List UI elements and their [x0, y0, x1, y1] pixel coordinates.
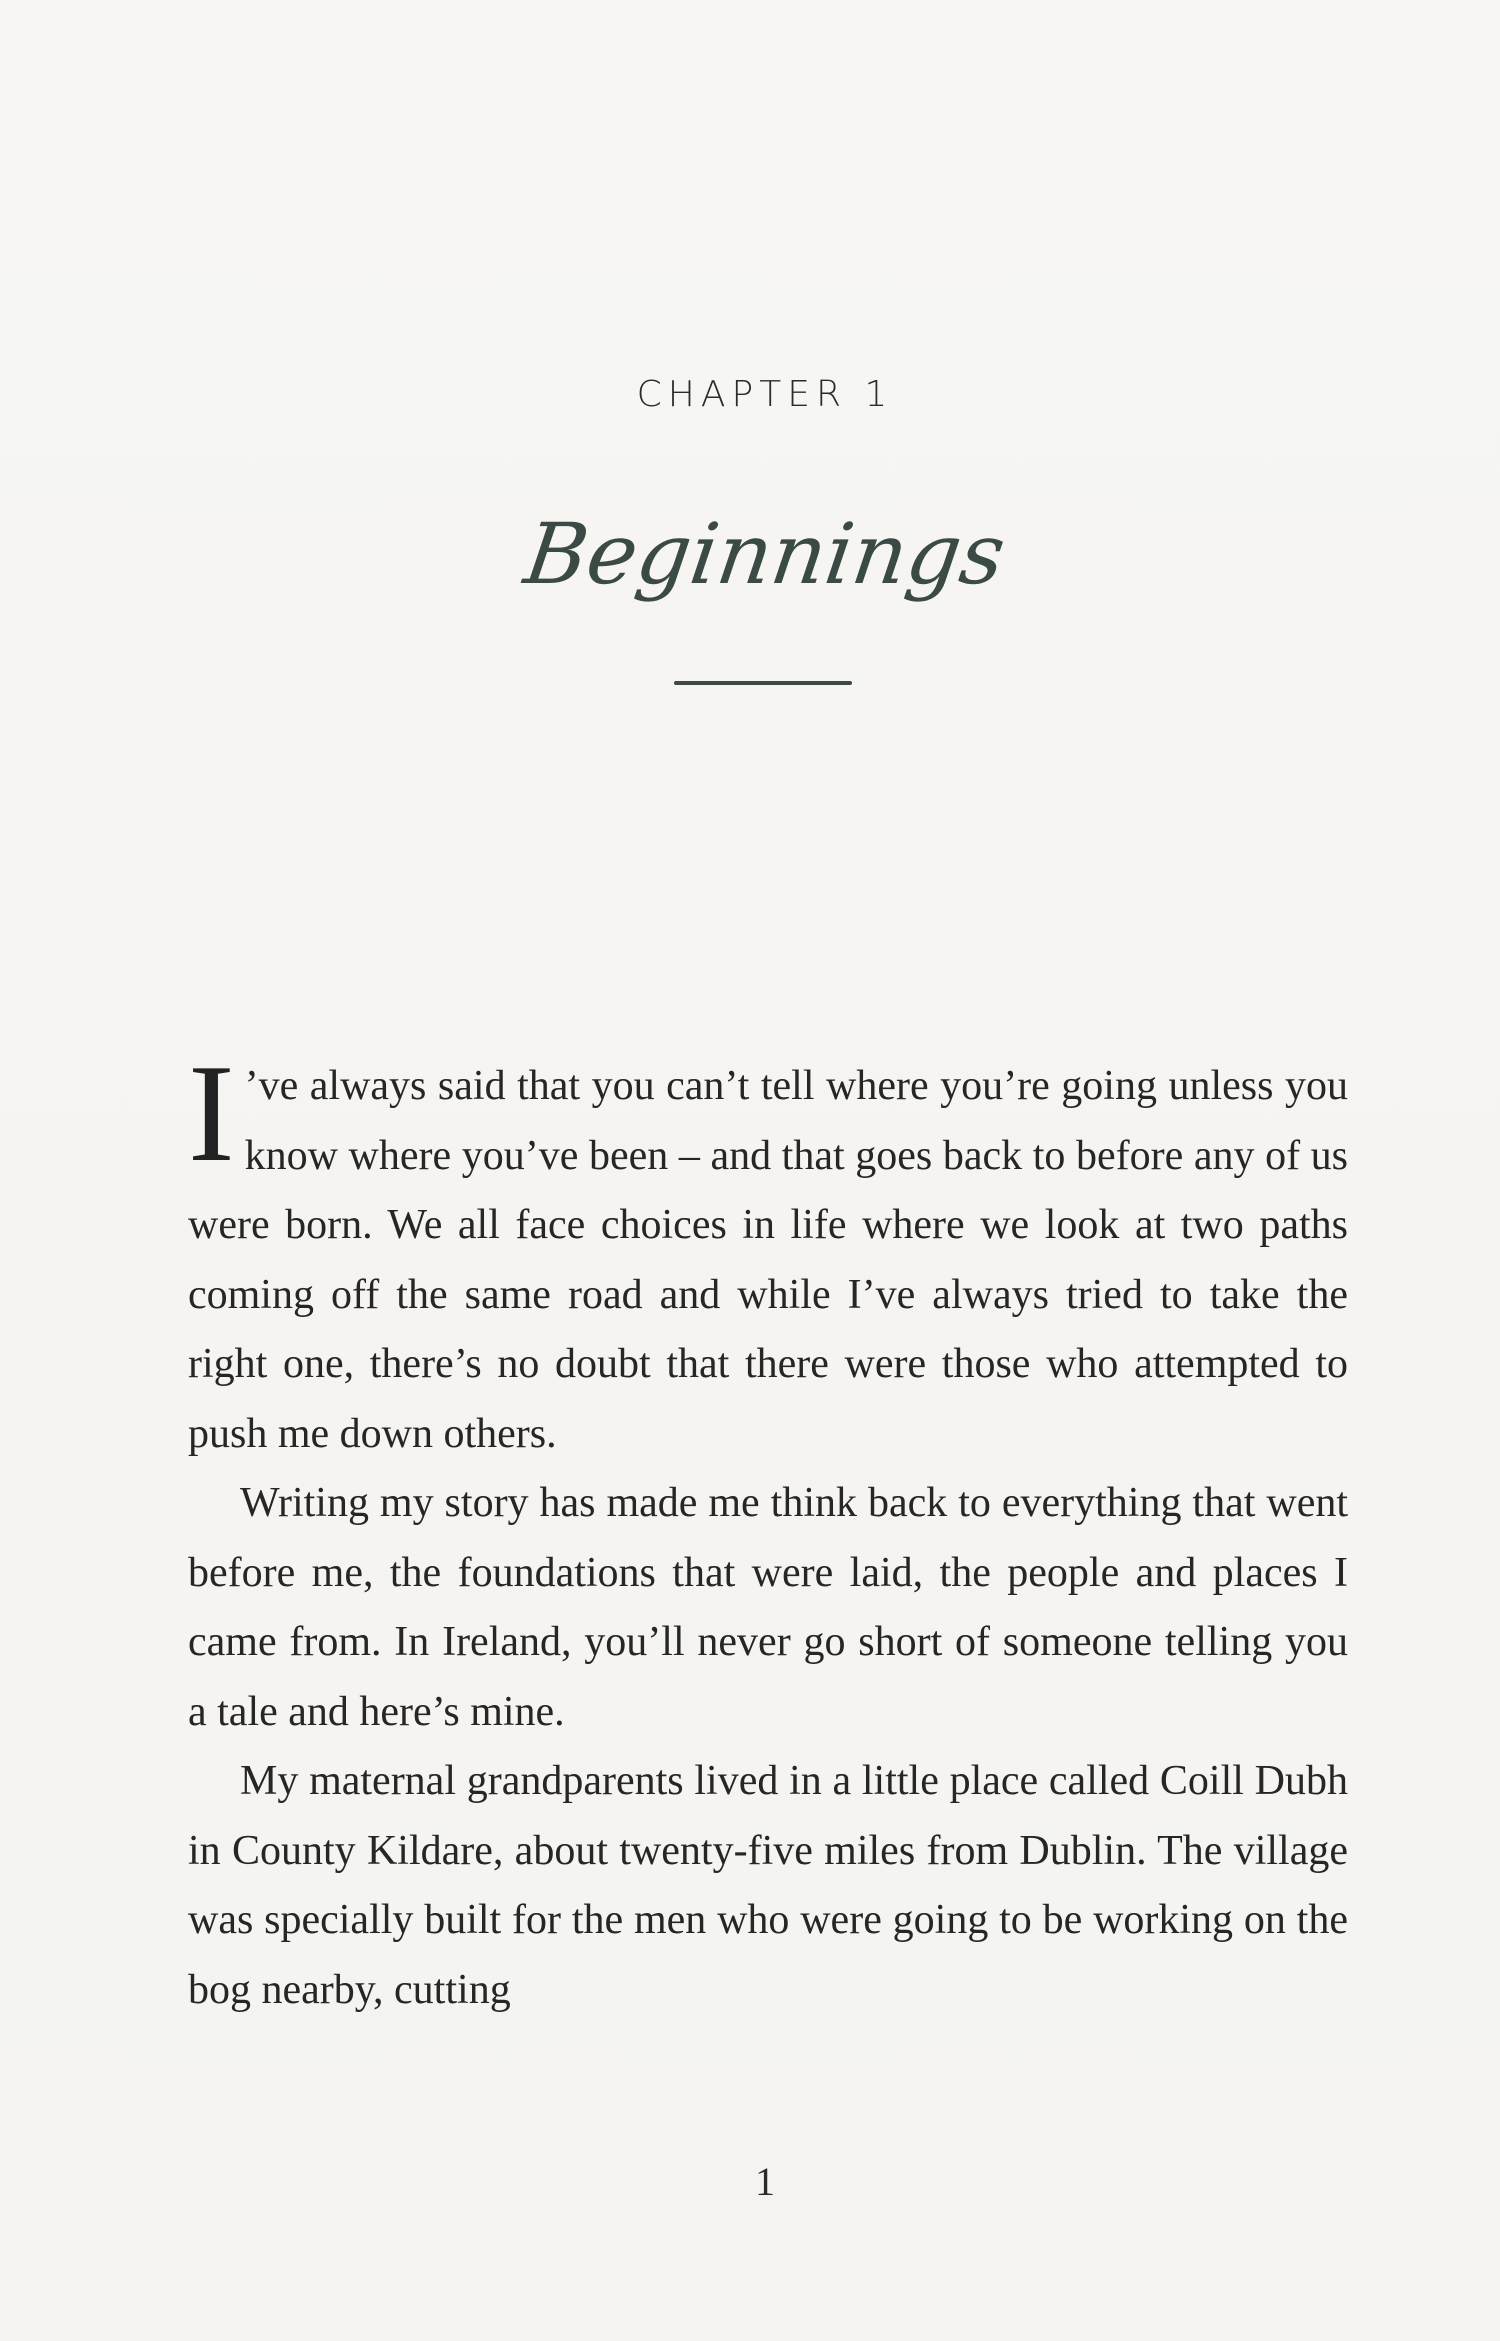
paragraph-1	[188, 1036, 1348, 1469]
paragraph-2: Writing my story has made me think back to everything that went before me, the foundations that were laid, the people and places I came from. In Ireland, you’ll never go short of someone telling you a tale and here’s mine.	[188, 1480, 1348, 1735]
chapter-title: Beginnings	[519, 505, 1011, 603]
paragraph-3: My maternal grandparents lived in a little place called Coill Dubh in County Kildare, about twenty-five miles from Dublin. The village was specially built for the men who were going to be working on the bog nearby, cutting	[188, 1758, 1348, 2013]
page-number: 1	[755, 2159, 775, 2204]
chapter-label: CHAPTER 1	[636, 374, 894, 415]
chapter-body	[188, 1036, 1348, 2025]
title-underline	[674, 681, 852, 685]
paragraph-1-text: ’ve always said that you can’t tell where you’re going unless you know where you’ve been – and that goes back to before any of us were born. We all face choices in life where we look at two paths coming off the same road and while I’ve always tried to take the right one, there’s no doubt that there were those who attempted to push me down others.	[188, 1063, 1348, 1457]
drop-cap: I	[188, 1036, 235, 1191]
